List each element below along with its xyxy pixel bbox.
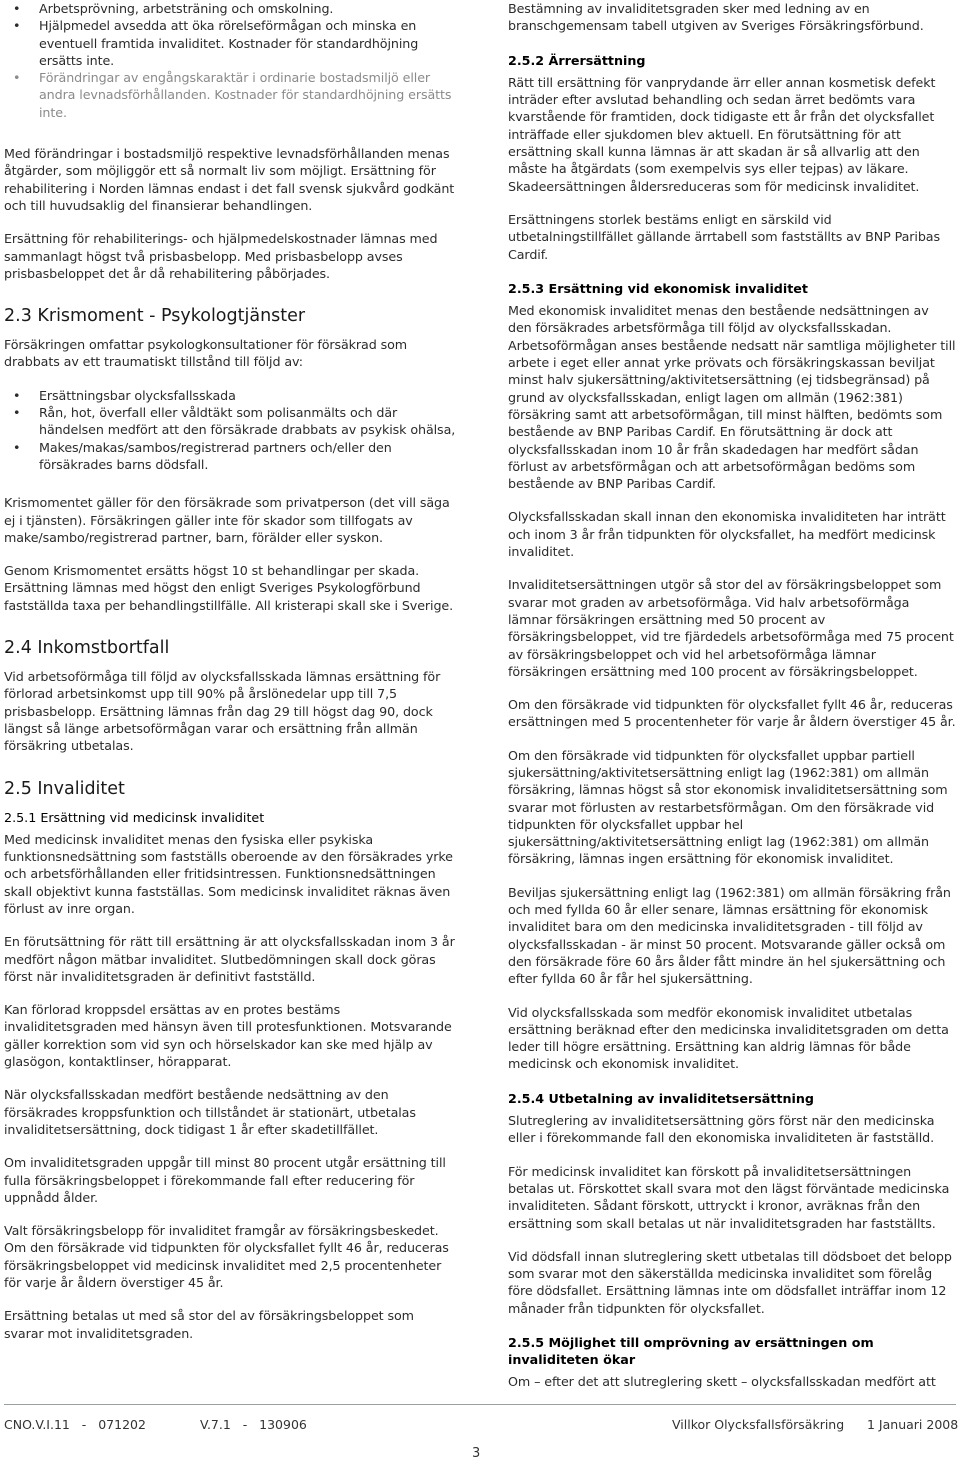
paragraph: Om invaliditetsgraden uppgår till minst 80 procent utgår ersättning till fulla försäkringsbeloppet i förekommande fall efter reducering för uppnådd ålder. bbox=[4, 1155, 446, 1205]
paragraph: Krismomentet gäller för den försäkrade som privatperson (det vill säga ej i tjänsten). Försäkringen gäller inte för skador som tillfogats av make/sambo/registrerad partner, barn, förälder eller syskon. bbox=[4, 495, 450, 545]
paragraph: Försäkringen omfattar psykologkonsultationer för försäkrad som drabbats av ett traumatiskt tillstånd till följd av: bbox=[4, 337, 408, 370]
paragraph: Om den försäkrade vid tidpunkten för olycksfallet fyllt 46 år, reduceras ersättningen med 5 procentenheter för varje år åldern överstiger 45 år. bbox=[508, 697, 956, 730]
kris-bullet-list bbox=[4, 387, 456, 473]
paragraph: Ersättning för rehabiliterings- och hjälpmedelskostnader lämnas med sammanlagt högst två prisbasbelopp. Med prisbasbelopp avses prisbasbeloppet det år då rehabilitering påbörjades. bbox=[4, 231, 438, 281]
paragraph: Med medicinsk invaliditet menas den fysiska eller psykiska funktionsnedsättning som fastställs oberoende av den försäkrades yrke och arbetsförhållanden eller fritidsintressen. Funktionsnedsättningen skall objektivt kunna fastställas. Som medicinsk invaliditet räknas även förlust av inre organ. bbox=[4, 831, 453, 916]
right-column bbox=[508, 0, 956, 1390]
heading-2-5-1: 2.5.1 Ersättning vid medicinsk invaliditet bbox=[4, 809, 265, 825]
heading-2-5-5: 2.5.5 Möjlighet till omprövning av ersättningen om invaliditeten ökar bbox=[508, 1335, 874, 1368]
paragraph: Vid arbetsoförmåga till följd av olycksfallsskada lämnas ersättning för förlorad arbetsinkomst upp till 90% på årslönedelar upp till 7,5 prisbasbelopp. Ersättning lämnas från dag 29 till högst dag 90, dock längst så länge arbetsoförmågan varar och ersättning från allmän försäkring utbetalas. bbox=[4, 669, 441, 754]
paragraph: Med förändringar i bostadsmiljö respektive levnadsförhållanden menas åtgärder, som möjliggör ett så normalt liv som möjligt. Ersättning för rehabilitering i Norden lämnas endast i det fall svensk sjukvård godkänt och till huvudsaklig del finansierar behandlingen. bbox=[4, 146, 455, 213]
footer-title: Villkor Olycksfallsförsäkring bbox=[672, 1417, 845, 1432]
footer-date: 1 Januari 2008 bbox=[867, 1417, 959, 1432]
paragraph: Rätt till ersättning för vanprydande ärr eller annan kosmetisk defekt inträder efter avslutad behandling och sedan ärret bedömts vara kvarstående för framtiden, dock tidigaste ett år från det olycksfallet inträffade eller sjukdomen blev aktuell. En förutsättning för att ersättning skall kunna lämnas är att skadan är så allvarlig att den måste ha åtgärdats (som exempelvis sys eller tejpas) av läkare. Skadeersättningen åldersreduceras som för medicinsk invaliditet. bbox=[508, 74, 936, 194]
top-bullet-list bbox=[4, 0, 456, 121]
heading-2-4: 2.4 Inkomstbortfall bbox=[4, 638, 170, 659]
list-item: • Hjälpmedel avsedda att öka rörelseförmågan och minska en eventuell framtida invaliditet. Kostnader för standardhöjning ersätts inte. bbox=[4, 17, 456, 69]
paragraph: För medicinsk invaliditet kan förskott på invaliditetsersättningen betalas ut. Förskottet skall svara mot den lägst förväntade medicinska invaliditeten. Sådant förskott, uttryckt i kronor, avräknas från den ersättning som skall betalas ut när invaliditetsgraden har fastställts. bbox=[508, 1163, 950, 1231]
list-item: • Förändringar av engångskaraktär i ordinarie bostadsmiljö eller andra levnadsförhållanden. Kostnader för standardhöjning ersätts inte. bbox=[4, 69, 456, 121]
paragraph: Slutreglering av invaliditetsersättning görs först när den medicinska eller i förekommande fall den ekonomiska invaliditeten är fastställd. bbox=[508, 1113, 935, 1146]
list-item: • Rån, hot, överfall eller våldtäkt som polisanmälts och där händelsen medfört att den försäkrade drabbats av psykisk ohälsa, bbox=[4, 404, 456, 439]
paragraph: Genom Krismomentet ersätts högst 10 st behandlingar per skada. Ersättning lämnas med högst den enligt Sveriges Psykologförbund fastställda taxa per behandlingstillfälle. All kristerapi skall ske i Sverige. bbox=[4, 563, 454, 613]
paragraph: När olycksfallsskadan medfört bestående nedsättning av den försäkrades kroppsfunktion och tillståndet är stationärt, utbetalas invaliditetsersättning, dock tidigast 1 år efter skadetillfället. bbox=[4, 1087, 416, 1137]
page-number: 3 bbox=[472, 1446, 481, 1461]
paragraph: Med ekonomisk invaliditet menas den bestående nedsättningen av den försäkrades arbetsförmåga till följd av olycksfallsskadan. Arbetsoförmågan anses bestående nedsatt när samtliga möjligheter till arbete i eget eller annat yrke prövats och försäkringskassan beviljat minst halv sjukersättning/aktivitetsersättning (ej tidsbegränsad) på grund av olycksfallsskadan, enligt lagen om allmän (1962:381) försäkring samt att arbetsoförmågan, till minst hälften, bedömts som bestående av BNP Paribas Cardif. En förutsättning är dock att olycksfallsskadan inom 10 år från skadedagen har medfört sådan förlust av arbetsförmågan och att arbetsoförmågan bedöms som bestående av BNP Paribas Cardif. bbox=[508, 303, 956, 492]
heading-2-3: 2.3 Krismoment - Psykologtjänster bbox=[4, 306, 306, 327]
paragraph: Invaliditetsersättningen utgör så stor del av försäkringsbeloppet som svarar mot graden av arbetsoförmåga. Vid halv arbetsoförmåga lämnar försäkringen ersättning med 50 procent av försäkringsbeloppet, vid tre fjärdedels arbetsoförmåga med 75 procent av försäkringsbeloppet och vid hel arbetsoförmåga lämnar försäkringen ersättning med 100 procent av försäkringsbeloppet. bbox=[508, 577, 954, 679]
paragraph: Kan förlorad kroppsdel ersättas av en protes bestäms invaliditetsgraden med hänsyn även till protesfunktionen. Motsvarande gäller korrektion som vid syn och hörselskador kan ske med hjälp av glasögon, kontaktlinser, hörapparat. bbox=[4, 1002, 452, 1070]
heading-2-5-2: 2.5.2 Ärrersättning bbox=[508, 52, 646, 68]
list-item: • Ersättningsbar olycksfallsskada bbox=[4, 387, 456, 404]
footer-doc-code: CNO.V.I.11 - 071202 bbox=[4, 1417, 146, 1432]
list-item: • Arbetsprövning, arbetsträning och omskolning. bbox=[4, 0, 456, 17]
list-item: • Makes/makas/sambos/registrerad partners och/eller den försäkrades barns dödsfall. bbox=[4, 439, 456, 474]
paragraph: Om – efter det att slutreglering skett – olycksfallsskadan medfört att bbox=[508, 1373, 936, 1389]
paragraph: Vid olycksfallsskada som medför ekonomisk invaliditet utbetalas ersättning beräknad efter den medicinska invaliditetsgraden om detta leder till högre ersättning. Ersättning kan aldrig lämnas för både medicinsk och ekonomisk invaliditet. bbox=[508, 1004, 949, 1072]
paragraph: Om den försäkrade vid tidpunkten för olycksfallet uppbar partiell sjukersättning/aktivitetsersättning enligt lag (1962:381) om allmän försäkring, lämnas högst så stor ekonomisk invaliditetsersättning som svarar mot förlusten av restarbetsförmågan. Om den försäkrade vid tidpunkten för olycksfallet uppbar hel sjukersättning/aktivitetsersättning enligt lag (1962:381) om allmän försäkring, lämnas ingen ersättning för ekonomisk invaliditet. bbox=[508, 747, 948, 867]
heading-2-5-3: 2.5.3 Ersättning vid ekonomisk invaliditet bbox=[508, 280, 808, 296]
paragraph: Valt försäkringsbelopp för invaliditet framgår av försäkringsbeskedet. Om den försäkrade vid tidpunkten för olycksfallet fyllt 46 år, reduceras försäkringsbeloppet vid medicinsk invaliditet med 2,5 procentenheter för varje år åldern överstiger 45 år. bbox=[4, 1223, 449, 1291]
footer-divider bbox=[4, 1404, 956, 1405]
heading-2-5-4: 2.5.4 Utbetalning av invaliditetsersättning bbox=[508, 1090, 814, 1106]
heading-2-5: 2.5 Invaliditet bbox=[4, 778, 125, 799]
paragraph: Olycksfallsskadan skall innan den ekonomiska invaliditeten har inträtt och inom 3 år från tidpunkten för olycksfallet, ha medfört medicinsk invaliditet. bbox=[508, 509, 946, 560]
paragraph: En förutsättning för rätt till ersättning är att olycksfallsskadan inom 3 år medfört någon mätbar invaliditet. Slutbedömningen skall dock göras först när invaliditetsgraden är definitivt fastställd. bbox=[4, 934, 455, 984]
left-column bbox=[4, 0, 456, 1342]
paragraph: Ersättning betalas ut med så stor del av försäkringsbeloppet som svarar mot invaliditetsgraden. bbox=[4, 1308, 414, 1341]
paragraph: Bestämning av invaliditetsgraden sker med ledning av en branschgemensam tabell utgiven av Sveriges Försäkringsförbund. bbox=[508, 1, 924, 34]
paragraph: Ersättningens storlek bestäms enligt en särskild vid utbetalningstillfället gällande ärrtabell som fastställts av BNP Paribas Cardif. bbox=[508, 211, 940, 262]
footer-version: V.7.1 - 130906 bbox=[200, 1417, 307, 1432]
paragraph: Vid dödsfall innan slutreglering skett utbetalas till dödsboet det belopp som svarar mot den säkerställda medicinska invaliditet som förelåg före dödsfallet. Ersättning lämnas inte om dödsfallet inträffar inom 12 månader från tidpunkten för olycksfallet. bbox=[508, 1248, 952, 1316]
paragraph: Beviljas sjukersättning enligt lag (1962:381) om allmän försäkring från och med fyllda 60 år eller senare, lämnas ersättning för ekonomisk invaliditet bara om den medicinska invaliditetsgraden - till följd av olycksfallsskadan - är minst 50 procent. Motsvarande gäller också om den försäkrade före 60 års ålder fått mindre än hel sjukersättning och efter fyllda 60 år får hel sjukersättning. bbox=[508, 884, 951, 987]
